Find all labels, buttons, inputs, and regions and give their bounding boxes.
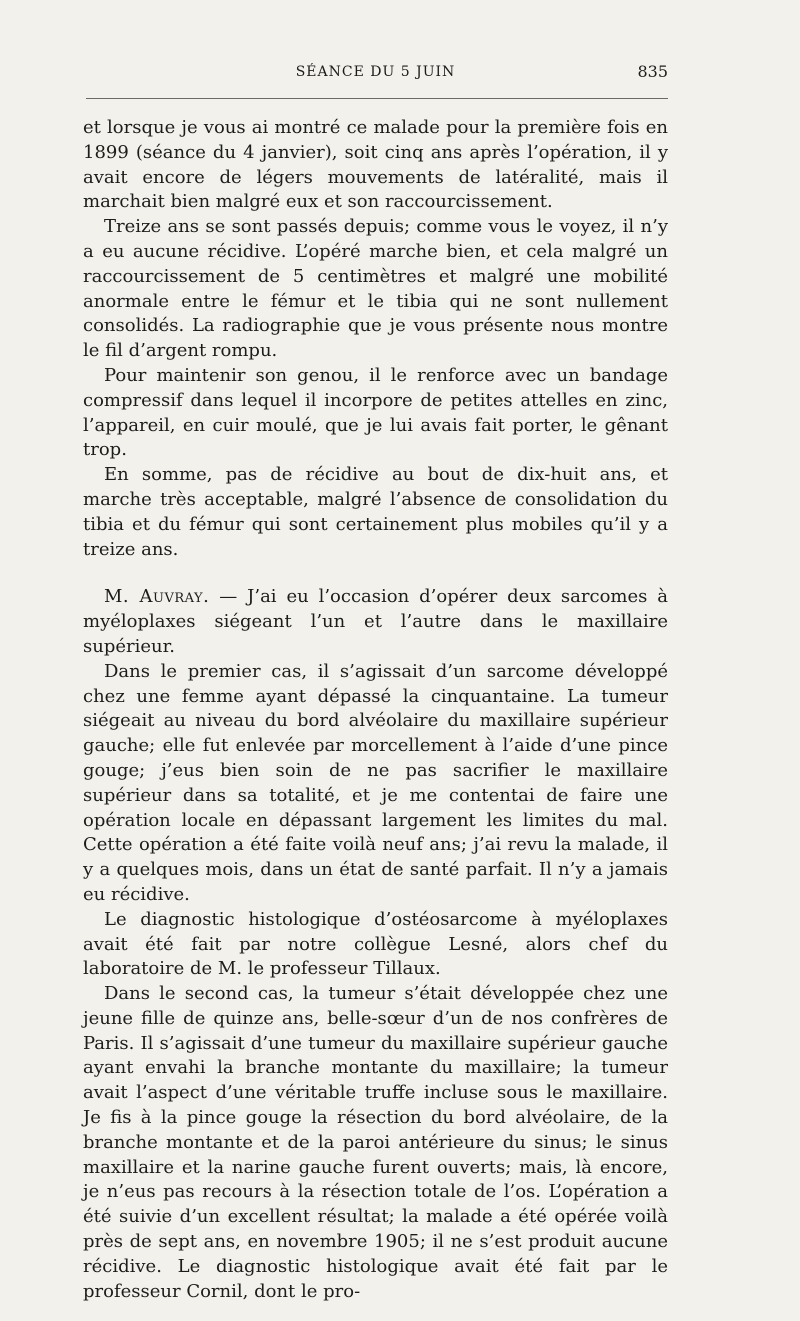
header-rule — [86, 98, 668, 99]
paragraph: Dans le second cas, la tumeur s’était développée chez une jeune fille de quinze ans, belle-sœur d’un de nos confrères de Paris. Il s’agissait d’une tumeur du maxillaire supérieur gauche ayant envahi la branche montante du maxillaire; la tumeur avait l’aspect d’une véritable truffe incluse sous le maxillaire. Je fis à la pince gouge la résection du bord alvéolaire, de la branche montante et de la paroi antérieure du sinus; le sinus maxillaire et la narine gauche furent ouverts; mais, là encore, je n’eus pas recours à la résection totale de l’os. L’opération a été suivie d’un excellent résultat; la malade a été opérée voilà près de sept ans, en novembre 1905; il ne s’est produit aucune récidive. Le diagnostic histologique avait été fait par le professeur Cornil, dont le pro- — [83, 983, 668, 1302]
paragraph: Pour maintenir son genou, il le renforce avec un bandage compressif dans lequel il incorpore de petites attelles en zinc, l’appareil, en cuir moulé, que je lui avais fait porter, le gênant trop. — [83, 364, 668, 461]
running-head: SÉANCE DU 5 JUIN — [295, 64, 456, 80]
paragraph: Treize ans se sont passés depuis; comme vous le voyez, il n’y a eu aucune récidive. L’opéré marche bien, et cela malgré un raccourcissement de 5 centimètres et malgré une mobilité anormale entre le fémur et le tibia qui ne sont nullement consolidés. La radiographie que je vous présente nous montre le fil d’argent rompu. — [83, 216, 668, 362]
paragraph-continuation: et lorsque je vous ai montré ce malade pour la première fois en 1899 (séance du 4 janvier), soit cinq ans après l’opération, il y avait encore de légers mouvements de latéralité, mais il marchait bien malgré eux et son raccourcissement. — [83, 117, 668, 213]
page-number: 835 — [637, 62, 668, 81]
body-text — [83, 116, 668, 1304]
book-page — [83, 58, 668, 1302]
page-header — [83, 58, 668, 88]
speaker-paragraph — [83, 585, 668, 659]
paragraph: Dans le premier cas, il s’agissait d’un sarcome développé chez une femme ayant dépassé la cinquantaine. La tumeur siégeait au niveau du bord alvéolaire du maxillaire supérieur gauche; elle fut enlevée par morcellement à l’aide d’une pince gouge; j’eus bien soin de ne pas sacrifier le maxillaire supérieur dans sa totalité, et je me contentai de faire une opération locale en dépassant largement les limites du mal. Cette opération a été faite voilà neuf ans; j’ai revu la malade, il y a quelques mois, dans un état de santé parfait. Il n’y a jamais eu récidive. — [83, 660, 668, 905]
speaker-text: — J’ai eu l’occasion d’opérer deux sarcomes à myéloplaxes siégeant l’un et l’autre dans le maxillaire supérieur. — [83, 586, 668, 657]
paragraph: Le diagnostic histologique d’ostéosarcome à myéloplaxes avait été fait par notre collègue Lesné, alors chef du laboratoire de M. le professeur Tillaux. — [83, 908, 668, 980]
section-gap — [83, 562, 668, 585]
paragraph: En somme, pas de récidive au bout de dix-huit ans, et marche très acceptable, malgré l’absence de consolidation du tibia et du fémur qui sont certainement plus mobiles qu’il y a treize ans. — [83, 464, 668, 560]
speaker-name: M. Auvray. — [104, 586, 210, 608]
